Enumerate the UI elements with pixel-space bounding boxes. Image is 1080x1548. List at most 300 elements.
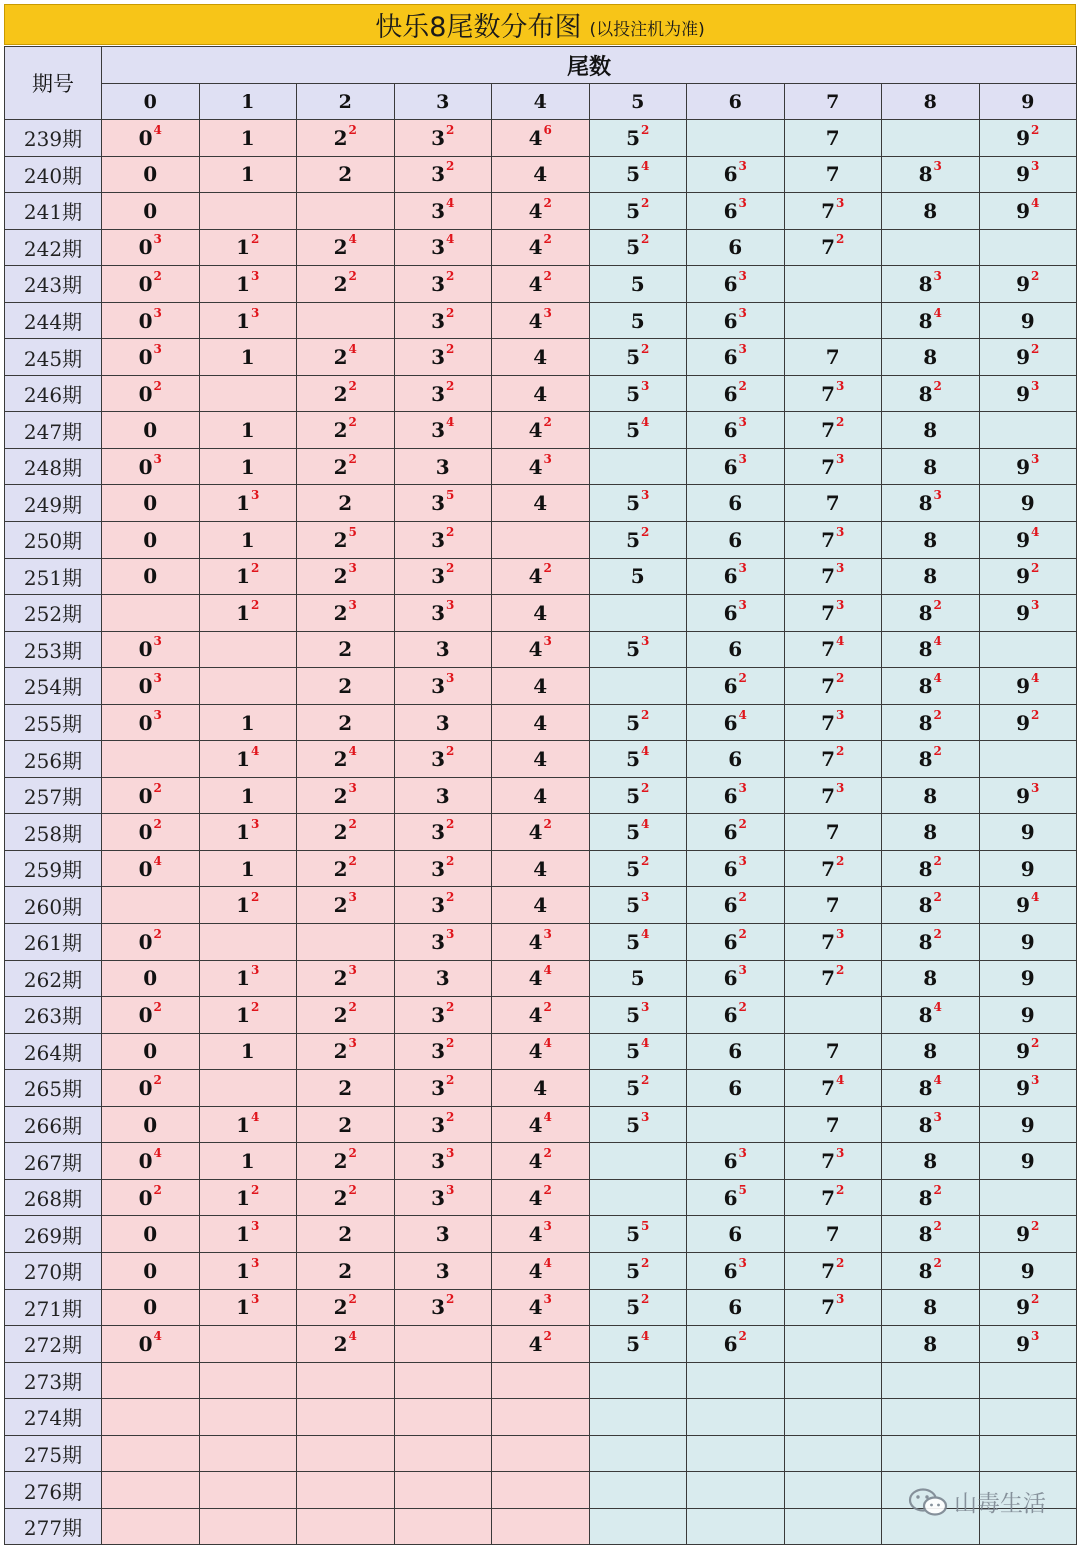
- occurrence-count: 2: [348, 451, 357, 466]
- tail-cell-1: [199, 156, 297, 193]
- tail-value: [923, 455, 937, 479]
- tail-cell-2: [297, 850, 395, 887]
- tail-cell-8: [882, 668, 980, 705]
- tail-cell-9: [979, 302, 1077, 339]
- tail-cell-0: [102, 1216, 200, 1253]
- period-cell: 241期: [5, 193, 102, 230]
- tail-digit: 0: [138, 1331, 153, 1356]
- tail-digit: 2: [333, 527, 348, 552]
- tail-cell-5: [589, 814, 687, 851]
- tail-value: [826, 345, 840, 369]
- occurrence-count: 3: [1031, 1072, 1040, 1087]
- tail-digit: 2: [333, 1002, 348, 1027]
- tail-value: [923, 784, 937, 808]
- tail-digit: 6: [723, 783, 738, 808]
- tail-digit: 1: [236, 308, 251, 333]
- tail-cell-3: [394, 1070, 492, 1107]
- tail-cell-3: [394, 339, 492, 376]
- occurrence-count: 2: [1031, 122, 1040, 137]
- tail-cell-4: [492, 412, 590, 449]
- tail-cell-2: [297, 814, 395, 851]
- tail-value: [333, 524, 357, 552]
- tail-value: [723, 159, 747, 187]
- tail-cell-6: [687, 631, 785, 668]
- tail-value: [338, 1076, 352, 1100]
- tail-digit: 2: [333, 1039, 348, 1064]
- tail-value: [923, 1149, 937, 1173]
- tail-digit: 1: [236, 1295, 251, 1320]
- tail-cell-6: [687, 887, 785, 924]
- tail-cell-2: [297, 741, 395, 778]
- tail-value: [533, 1076, 547, 1100]
- tail-value: [528, 1182, 552, 1210]
- tail-cell-4: [492, 156, 590, 193]
- tail-value: [236, 232, 260, 260]
- tail-value: [918, 597, 942, 625]
- tail-value: [431, 305, 455, 333]
- tail-cell-3: [394, 887, 492, 924]
- tail-digit: 3: [431, 491, 446, 516]
- tail-cell-1: [199, 412, 297, 449]
- tail-cell-5: [589, 1289, 687, 1326]
- tail-digit: 4: [528, 418, 543, 443]
- tail-cell-9: [979, 229, 1077, 266]
- tail-value: [1016, 451, 1040, 479]
- tail-cell-7: [784, 1435, 882, 1472]
- tail-digit: 3: [431, 1002, 446, 1027]
- tail-cell-0: [102, 485, 200, 522]
- tail-value: [723, 195, 747, 223]
- occurrence-count: 3: [348, 1036, 357, 1051]
- tail-cell-4: [492, 339, 590, 376]
- occurrence-count: 4: [738, 707, 747, 722]
- tail-digit: 4: [533, 673, 548, 698]
- tail-digit: 3: [431, 381, 446, 406]
- period-cell: 242期: [5, 229, 102, 266]
- tail-digit: 4: [528, 1222, 543, 1247]
- tail-value: [923, 1039, 937, 1063]
- period-cell: 247期: [5, 412, 102, 449]
- table-row: [5, 1033, 1077, 1070]
- tail-value: [821, 1146, 845, 1174]
- tail-digit: 7: [821, 966, 836, 991]
- tail-value: [826, 162, 840, 186]
- tail-cell-5: [589, 631, 687, 668]
- tail-cell-4: [492, 1033, 590, 1070]
- tail-digit: 5: [626, 747, 641, 772]
- tail-cell-6: [687, 814, 785, 851]
- tail-digit: 7: [821, 856, 836, 881]
- tail-value: [143, 966, 157, 990]
- tail-digit: 7: [821, 783, 836, 808]
- tail-value: [918, 1072, 942, 1100]
- tail-value: [528, 634, 552, 662]
- occurrence-count: 2: [446, 999, 455, 1014]
- tail-value: [431, 744, 455, 772]
- tail-cell-7: [784, 229, 882, 266]
- tail-cell-3: [394, 375, 492, 412]
- tail-cell-2: [297, 266, 395, 303]
- tail-digit: 3: [431, 271, 446, 296]
- tail-digit: 0: [143, 1039, 158, 1064]
- tail-value: [436, 784, 450, 808]
- tail-digit: 6: [723, 1258, 738, 1283]
- tail-value: [626, 999, 650, 1027]
- occurrence-count: 3: [543, 634, 552, 649]
- tail-cell-9: [979, 193, 1077, 230]
- table-row: [5, 704, 1077, 741]
- tail-value: [918, 378, 942, 406]
- tail-digit: 1: [236, 564, 251, 589]
- chart-container: [4, 4, 1076, 1545]
- tail-digit: 5: [626, 125, 641, 150]
- tail-cell-1: [199, 193, 297, 230]
- tail-digit: 1: [240, 783, 255, 808]
- occurrence-count: 3: [933, 1109, 942, 1124]
- digit-header-6: 6: [687, 84, 785, 120]
- tail-value: [338, 711, 352, 735]
- tail-value: [923, 564, 937, 588]
- occurrence-count: 3: [836, 451, 845, 466]
- tail-cell-1: [199, 302, 297, 339]
- tail-value: [333, 1182, 357, 1210]
- tail-value: [626, 853, 650, 881]
- tail-value: [143, 491, 157, 515]
- tail-digit: 6: [723, 1149, 738, 1174]
- tail-digit: 1: [236, 600, 251, 625]
- tail-value: [1016, 1292, 1040, 1320]
- tail-cell-0: [102, 1472, 200, 1509]
- tail-value: [533, 382, 547, 406]
- tail-cell-9: [979, 1289, 1077, 1326]
- tail-cell-7: [784, 631, 882, 668]
- tail-cell-3: [394, 1362, 492, 1399]
- occurrence-count: 2: [348, 1146, 357, 1161]
- tail-value: [1016, 1328, 1040, 1356]
- occurrence-count: 2: [933, 1219, 942, 1234]
- table-row: [5, 850, 1077, 887]
- tail-cell-5: [589, 741, 687, 778]
- occurrence-count: 2: [738, 817, 747, 832]
- tail-digit: 1: [236, 1002, 251, 1027]
- occurrence-count: 3: [738, 342, 747, 357]
- occurrence-count: 2: [641, 853, 650, 868]
- occurrence-count: 2: [1031, 342, 1040, 357]
- tail-cell-5: [589, 924, 687, 961]
- tail-value: [1016, 780, 1040, 808]
- tail-cell-8: [882, 1326, 980, 1363]
- tail-cell-0: [102, 1435, 200, 1472]
- tail-value: [431, 122, 455, 150]
- tail-cell-8: [882, 266, 980, 303]
- tail-cell-2: [297, 302, 395, 339]
- tail-cell-9: [979, 668, 1077, 705]
- occurrence-count: 3: [1031, 597, 1040, 612]
- tail-cell-3: [394, 595, 492, 632]
- tail-value: [1016, 122, 1040, 150]
- period-cell: 262期: [5, 960, 102, 997]
- tail-digit: 6: [723, 308, 738, 333]
- tail-value: [728, 1295, 742, 1319]
- tail-value: [528, 232, 552, 260]
- occurrence-count: 2: [641, 1292, 650, 1307]
- occurrence-count: 3: [641, 1109, 650, 1124]
- occurrence-count: 3: [446, 1146, 455, 1161]
- tail-value: [821, 670, 845, 698]
- period-cell: 273期: [5, 1362, 102, 1399]
- table-row: [5, 156, 1077, 193]
- tail-value: [143, 1039, 157, 1063]
- tail-value: [918, 1255, 942, 1283]
- tail-cell-3: [394, 668, 492, 705]
- table-row: [5, 887, 1077, 924]
- tail-digit: 0: [138, 1149, 153, 1174]
- occurrence-count: 3: [738, 159, 747, 174]
- tail-value: [918, 488, 942, 516]
- period-cell: 258期: [5, 814, 102, 851]
- tail-value: [1016, 890, 1040, 918]
- tail-cell-7: [784, 777, 882, 814]
- occurrence-count: 4: [836, 634, 845, 649]
- tail-value: [138, 780, 162, 808]
- occurrence-count: 4: [1031, 670, 1040, 685]
- tail-value: [241, 418, 255, 442]
- period-cell: 240期: [5, 156, 102, 193]
- tail-value: [333, 780, 357, 808]
- tail-cell-2: [297, 412, 395, 449]
- tail-cell-7: [784, 266, 882, 303]
- tail-value: [626, 817, 650, 845]
- tail-value: [821, 634, 845, 662]
- tail-cell-7: [784, 595, 882, 632]
- tail-value: [138, 1328, 162, 1356]
- tail-cell-0: [102, 522, 200, 559]
- occurrence-count: 3: [153, 305, 162, 320]
- occurrence-count: 2: [348, 999, 357, 1014]
- occurrence-count: 2: [1031, 1292, 1040, 1307]
- tail-cell-4: [492, 448, 590, 485]
- occurrence-count: 2: [153, 926, 162, 941]
- tail-digit: 1: [236, 747, 251, 772]
- tail-digit: 7: [821, 198, 836, 223]
- tail-value: [1021, 930, 1035, 954]
- tail-value: [138, 451, 162, 479]
- tail-value: [333, 744, 357, 772]
- period-cell: 251期: [5, 558, 102, 595]
- occurrence-count: 3: [153, 634, 162, 649]
- tail-digit: 0: [138, 381, 153, 406]
- occurrence-count: 2: [348, 1292, 357, 1307]
- tail-cell-1: [199, 1216, 297, 1253]
- occurrence-count: 3: [641, 890, 650, 905]
- period-cell: 244期: [5, 302, 102, 339]
- tail-cell-0: [102, 120, 200, 157]
- occurrence-count: 3: [348, 597, 357, 612]
- tail-cell-4: [492, 631, 590, 668]
- tail-value: [723, 999, 747, 1027]
- table-row: [5, 668, 1077, 705]
- tail-cell-3: [394, 229, 492, 266]
- tail-cell-1: [199, 448, 297, 485]
- tail-digit: 2: [338, 1258, 353, 1283]
- tail-digit: 3: [431, 820, 446, 845]
- tail-value: [723, 415, 747, 443]
- tail-value: [626, 780, 650, 808]
- tail-cell-1: [199, 1399, 297, 1436]
- tail-cell-1: [199, 1435, 297, 1472]
- tail-digit: 1: [240, 1149, 255, 1174]
- tail-digit: 5: [626, 783, 641, 808]
- tail-cell-6: [687, 1399, 785, 1436]
- occurrence-count: 4: [641, 817, 650, 832]
- tail-cell-4: [492, 1508, 590, 1545]
- tail-cell-7: [784, 522, 882, 559]
- tail-value: [333, 342, 357, 370]
- tail-cell-7: [784, 558, 882, 595]
- tail-cell-3: [394, 1216, 492, 1253]
- tail-cell-1: [199, 924, 297, 961]
- tail-digit: 8: [918, 1075, 933, 1100]
- tail-cell-7: [784, 741, 882, 778]
- table-row: [5, 229, 1077, 266]
- digit-header-3: 3: [394, 84, 492, 120]
- tail-value: [918, 1182, 942, 1210]
- table-row: [5, 1070, 1077, 1107]
- tail-cell-2: [297, 1070, 395, 1107]
- tail-digit: 9: [1020, 1002, 1035, 1027]
- tail-digit: 1: [236, 1185, 251, 1210]
- tail-value: [923, 966, 937, 990]
- tail-digit: 6: [723, 564, 738, 589]
- tail-value: [1021, 820, 1035, 844]
- tail-value: [431, 415, 455, 443]
- occurrence-count: 3: [543, 1292, 552, 1307]
- tail-digit: 6: [723, 1185, 738, 1210]
- tail-cell-3: [394, 924, 492, 961]
- tail-cell-2: [297, 595, 395, 632]
- tail-cell-7: [784, 1326, 882, 1363]
- tail-cell-4: [492, 1070, 590, 1107]
- tail-cell-7: [784, 1399, 882, 1436]
- tail-cell-7: [784, 1289, 882, 1326]
- tail-digit: 1: [236, 271, 251, 296]
- tail-value: [1016, 195, 1040, 223]
- table-row: [5, 960, 1077, 997]
- period-cell: 248期: [5, 448, 102, 485]
- occurrence-count: 4: [153, 1146, 162, 1161]
- tail-value: [436, 1259, 450, 1283]
- occurrence-count: 2: [446, 561, 455, 576]
- tail-digit: 8: [923, 527, 938, 552]
- tail-digit: 9: [1016, 673, 1031, 698]
- table-row: [5, 1362, 1077, 1399]
- tail-cell-7: [784, 704, 882, 741]
- tail-value: [138, 122, 162, 150]
- tail-digit: 2: [333, 966, 348, 991]
- tail-cell-5: [589, 777, 687, 814]
- tail-cell-8: [882, 1216, 980, 1253]
- tail-digit: 7: [821, 1075, 836, 1100]
- tail-value: [1016, 268, 1040, 296]
- tail-value: [1016, 342, 1040, 370]
- tail-cell-4: [492, 777, 590, 814]
- occurrence-count: 2: [446, 1292, 455, 1307]
- tail-digit: 5: [626, 491, 641, 516]
- tail-cell-9: [979, 375, 1077, 412]
- tail-cell-4: [492, 1362, 590, 1399]
- tail-digit: 9: [1016, 1295, 1031, 1320]
- occurrence-count: 2: [836, 963, 845, 978]
- tail-value: [1016, 1219, 1040, 1247]
- tail-cell-0: [102, 997, 200, 1034]
- tail-cell-7: [784, 960, 882, 997]
- tail-digit: 4: [528, 235, 543, 260]
- tail-digit: 2: [333, 856, 348, 881]
- tail-digit: 6: [728, 637, 743, 662]
- tail-value: [923, 1332, 937, 1356]
- tail-cell-5: [589, 302, 687, 339]
- tail-value: [918, 634, 942, 662]
- occurrence-count: 2: [933, 744, 942, 759]
- occurrence-count: 2: [446, 159, 455, 174]
- tail-digit: 0: [138, 345, 153, 370]
- tail-digit: 3: [435, 454, 450, 479]
- occurrence-count: 2: [543, 1182, 552, 1197]
- tail-value: [728, 1039, 742, 1063]
- digit-header-0: 0: [102, 84, 200, 120]
- tail-cell-2: [297, 887, 395, 924]
- page-subtitle: (以投注机为准): [589, 20, 705, 40]
- occurrence-count: 4: [153, 122, 162, 137]
- tail-value: [728, 747, 742, 771]
- tail-value: [626, 342, 650, 370]
- tail-cell-1: [199, 120, 297, 157]
- tail-value: [431, 853, 455, 881]
- occurrence-count: 3: [641, 999, 650, 1014]
- tail-value: [723, 561, 747, 589]
- occurrence-count: 3: [543, 305, 552, 320]
- tail-value: [236, 817, 260, 845]
- tail-digit: 6: [723, 929, 738, 954]
- tail-value: [431, 342, 455, 370]
- tail-value: [333, 1036, 357, 1064]
- occurrence-count: 3: [543, 926, 552, 941]
- tail-cell-3: [394, 1435, 492, 1472]
- tail-cell-2: [297, 1326, 395, 1363]
- tail-value: [723, 305, 747, 333]
- tail-value: [431, 524, 455, 552]
- tail-value: [436, 711, 450, 735]
- table-row: [5, 741, 1077, 778]
- tail-digit: 4: [528, 1331, 543, 1356]
- tail-value: [333, 268, 357, 296]
- tail-cell-6: [687, 1289, 785, 1326]
- tail-cell-9: [979, 631, 1077, 668]
- occurrence-count: 2: [836, 232, 845, 247]
- tail-digit: 5: [626, 527, 641, 552]
- tail-digit: 1: [236, 820, 251, 845]
- tail-value: [533, 784, 547, 808]
- tail-cell-5: [589, 850, 687, 887]
- tail-cell-1: [199, 229, 297, 266]
- tail-cell-6: [687, 850, 785, 887]
- period-cell: 264期: [5, 1033, 102, 1070]
- tail-cell-1: [199, 1326, 297, 1363]
- table-row: [5, 412, 1077, 449]
- tail-value: [1016, 597, 1040, 625]
- tail-digit: 2: [338, 162, 353, 187]
- period-cell: 250期: [5, 522, 102, 559]
